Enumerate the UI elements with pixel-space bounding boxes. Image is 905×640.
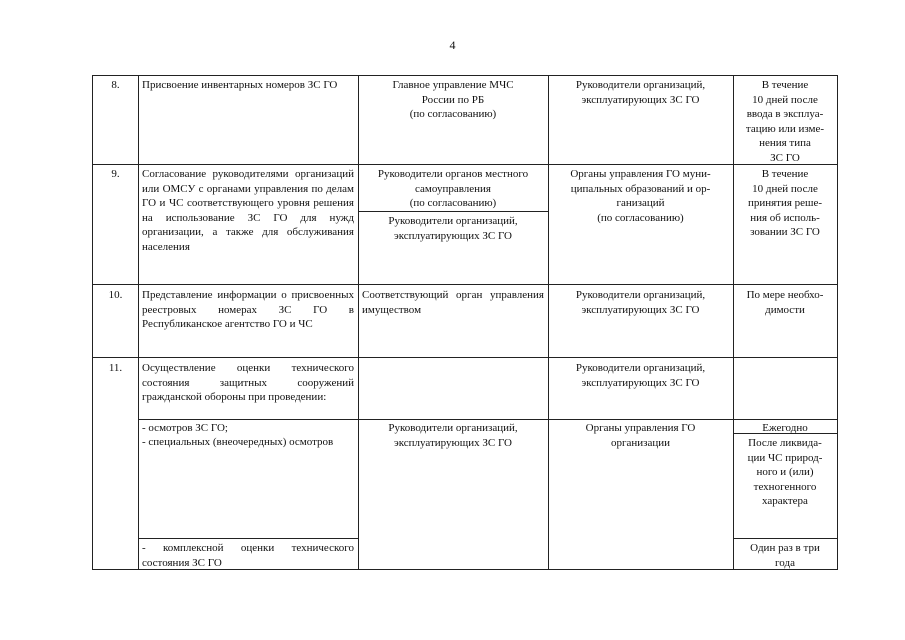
text-line: ципальных образований и ор- [570,182,711,195]
executors-cell [548,288,733,317]
executors-cell [548,78,733,107]
text-line: В течение [761,168,809,180]
text-line: После ликвида- [748,437,822,449]
text-line: года [775,556,795,569]
text-line: ганизаций [616,197,665,209]
text-line: организации [610,436,671,449]
responsible-cell [358,421,548,450]
text-line: эксплуатирующих ЗС ГО [393,436,512,449]
text-line: техногенного [753,480,817,493]
text-line: Один раз в три [750,542,820,554]
sub-task-cell: - специальных (внеочередных) осмотров [142,436,334,448]
deadline-cell [733,288,837,317]
text-line: Руководители организаций, [575,289,706,301]
text-line: эксплуатирующих ЗС ГО [581,303,700,316]
text-line: ции ЧС природ- [747,451,823,464]
row-divider [138,538,358,539]
deadline-cell [733,541,837,570]
text-line: тацию или изме- [745,122,825,135]
text-line: характера [762,495,808,507]
text-line: (по согласованию) [597,211,684,224]
deadline-cell [733,436,837,509]
task-cell: Осуществление оценки технического состояния защитных сооружений гражданской обороны при проведении: [142,362,354,403]
text-line: зовании ЗС ГО [750,226,820,238]
row-divider [358,211,548,212]
sub-task-cell: - комплексной оценки технического состояния ЗС ГО [142,542,354,569]
text-line: Руководители организаций, [388,215,518,227]
sub-task-cell: - осмотров ЗС ГО; [142,422,228,434]
text-line: эксплуатирующих ЗС ГО [393,229,512,242]
row-divider [93,164,837,165]
text-line: Органы управления ГО [585,422,696,434]
text-line: нения типа [759,137,811,149]
task-cell: Присвоение инвентарных номеров ЗС ГО [142,79,338,91]
text-line: Руководители организаций, [388,422,518,434]
row-divider [733,538,837,539]
text-line: Руководители организаций, [575,362,706,374]
responsible-cell [358,167,548,211]
text-line: 10 дней после [752,93,818,106]
text-line: ЗС ГО [770,151,800,164]
text-line: ного и (или) [756,466,814,478]
executors-cell [548,167,733,225]
text-line: (по согласованию) [409,197,497,209]
task-cell: Представление информации о присвоенных реестровых номерах ЗС ГО в Республиканское агентство ГО и ЧС [142,289,354,330]
row-divider [93,284,837,285]
row-number: 11. [108,362,123,374]
text-line: димости [765,303,805,316]
executors-cell [548,421,733,450]
text-line: В течение [761,79,809,91]
responsible-cell [358,214,548,243]
text-line: По мере необхо- [746,289,824,301]
text-line: Руководители органов местного [377,168,529,180]
text-line: эксплуатирующих ЗС ГО [581,93,700,106]
row-divider [93,357,837,358]
text-line: Руководители организаций, [575,79,706,91]
responsible-cell [358,78,548,122]
text-line: Органы управления ГО муни- [570,168,711,180]
measures-table [92,75,838,570]
row-number: 9. [111,168,120,180]
text-line: (по согласованию) [409,108,497,120]
text-line: Главное управление МЧС [392,79,514,91]
text-line: 10 дней после [752,182,818,195]
deadline-cell [733,78,837,165]
row-divider [138,419,837,420]
text-line: ния об исполь- [750,211,820,224]
text-line: принятия реше- [747,197,823,209]
task-cell: Согласование руководителями организаций или ОМСУ с органами управления по делам ГО и ЧС соответствующего уровня решения на использование ЗС ГО для нужд организации, а также для обслуживания населения [142,168,354,253]
deadline-cell: Ежегодно [762,422,808,434]
row-number: 8. [111,79,120,91]
text-line: России по РБ [421,93,485,106]
column-divider [548,76,549,569]
responsible-cell: Соответствующий орган управления имуществом [362,289,544,316]
text-line: ввода в эксплуа- [746,108,824,120]
text-line: самоуправления [415,182,491,195]
column-divider [358,76,359,569]
text-line: эксплуатирующих ЗС ГО [581,376,700,389]
deadline-cell [733,167,837,240]
row-number: 10. [108,289,123,301]
executors-cell [548,361,733,390]
page-number: 4 [449,38,456,52]
